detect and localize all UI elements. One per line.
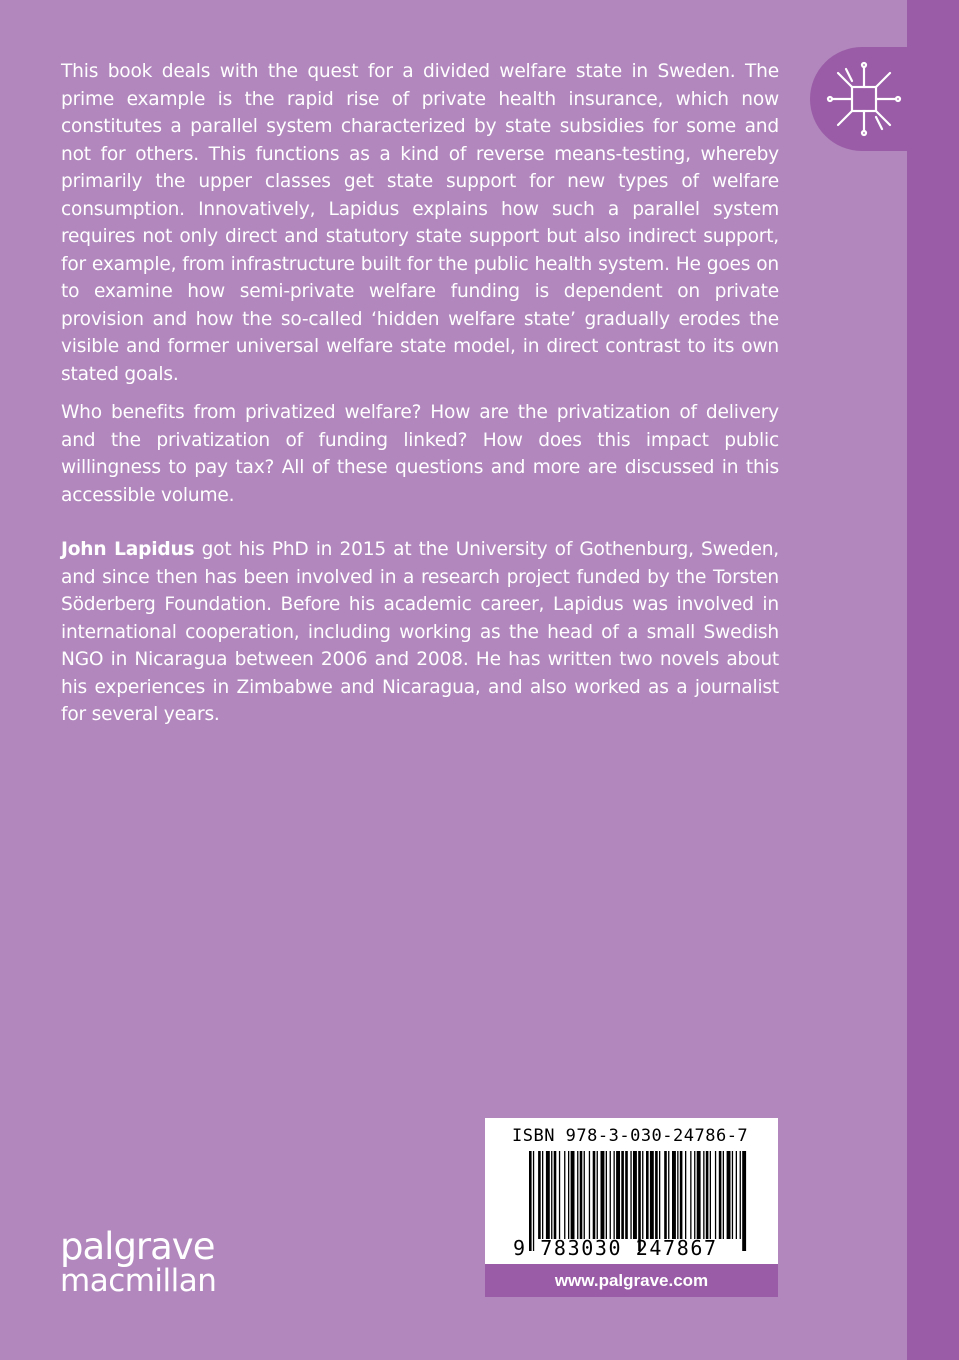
barcode-bar <box>564 1151 565 1239</box>
logo-line-palgrave: palgrave <box>60 1225 215 1268</box>
barcode-bar <box>736 1151 737 1239</box>
barcode-bar <box>571 1151 575 1239</box>
barcode-bar <box>554 1151 557 1239</box>
barcode-bar <box>597 1151 598 1239</box>
barcode-bar <box>584 1151 585 1239</box>
barcode-bar <box>542 1151 543 1239</box>
barcode-bar <box>642 1151 643 1239</box>
logo-line-macmillan: macmillan <box>60 1263 217 1299</box>
isbn-label: ISBN 978-3-030-24786-7 <box>512 1126 749 1146</box>
description-paragraph-1: This book deals with the quest for a divided welfare state in Sweden. The prime example is the rapid rise of private health insurance, which now constitutes a parallel system characterized by state subsidies for some and not for others. This functions as a kind of reverse means-testing, whereby primarily the upper classes get state support for new types of welfare consumption. Innovatively, Lapidus explains how such a parallel system requires not only direct and statutory state support but also indirect support, for example, from infrastructure built for the public health system. He goes on to examine how semi-private welfare funding is dependent on private provision and how the so-called ‘hidden welfare state’ gradually erodes the visible and former universal welfare state model, in direct contrast to its own stated goals. <box>61 61 779 385</box>
barcode-bar <box>601 1151 605 1239</box>
barcode-bar <box>646 1151 649 1239</box>
barcode-bar <box>559 1151 560 1239</box>
barcode-bar <box>593 1151 596 1239</box>
barcode-bar <box>685 1151 686 1239</box>
barcode-bar <box>580 1151 583 1239</box>
barcode-bar <box>538 1151 541 1239</box>
palgrave-macmillan-logo <box>60 1225 217 1299</box>
description-paragraph-2: Who benefits from privatized welfare? How are the privatization of delivery and the privatization of funding linked? How does this impact public willingness to pay tax? All of these questions and more are discussed in this accessible volume. <box>61 402 779 506</box>
barcode-bar <box>616 1151 620 1239</box>
barcode-bar <box>606 1151 607 1239</box>
barcode-bar <box>727 1151 731 1239</box>
barcode-bar <box>694 1151 695 1239</box>
barcode-bar <box>621 1151 624 1239</box>
barcode-bar <box>568 1151 569 1239</box>
author-bio <box>61 536 779 729</box>
barcode-bar <box>625 1151 628 1239</box>
barcode-bar <box>723 1151 724 1239</box>
barcode-bar <box>690 1151 691 1239</box>
barcode-bar <box>659 1151 660 1239</box>
barcode-bar <box>715 1151 716 1239</box>
barcode-bar <box>677 1151 678 1239</box>
barcode-bar <box>710 1151 711 1239</box>
barcode-digits: 9 783030 247867 <box>513 1236 718 1260</box>
palgrave-network-icon <box>824 59 904 139</box>
barcode-bar <box>551 1151 552 1239</box>
author-name: John Lapidus <box>61 539 195 560</box>
barcode-bar <box>664 1151 667 1239</box>
barcode-bar <box>719 1151 722 1239</box>
barcode-bar <box>650 1151 654 1239</box>
barcode-bar <box>546 1151 550 1239</box>
back-cover-text <box>61 58 779 740</box>
barcode-bar <box>697 1151 701 1239</box>
barcode-bar <box>630 1151 631 1239</box>
barcode-bar <box>589 1151 590 1239</box>
barcode-bar <box>614 1151 615 1239</box>
barcode-bar <box>742 1151 746 1251</box>
website-url: www.palgrave.com <box>485 1264 778 1297</box>
barcode-bar <box>577 1151 578 1239</box>
isbn-barcode <box>485 1118 778 1264</box>
spine-stripe <box>907 0 959 1360</box>
author-bio-text: got his PhD in 2015 at the University of Gothenburg, Sweden, and since then has been involved in a research project funded by the Torsten Söderberg Foundation. Before his academic career, Lapidus was involved in international cooperation, including working as the head of a small Swedish NGO in Nicaragua between 2006 and 2008. He has written two novels about his experiences in Zimbabwe and Nicaragua, and also worked as a journalist for several years. <box>61 539 780 725</box>
barcode-bar <box>672 1151 676 1239</box>
barcode-bar <box>703 1151 704 1239</box>
barcode-bar <box>668 1151 669 1239</box>
barcode-bar <box>680 1151 683 1239</box>
barcode-bar <box>610 1151 611 1239</box>
publisher-icon-tab <box>810 47 920 151</box>
barcode-bar <box>740 1151 741 1239</box>
barcode-bar <box>732 1151 733 1239</box>
barcode-bar <box>706 1151 709 1239</box>
barcode-bar <box>633 1151 637 1239</box>
barcode-bar <box>655 1151 658 1239</box>
